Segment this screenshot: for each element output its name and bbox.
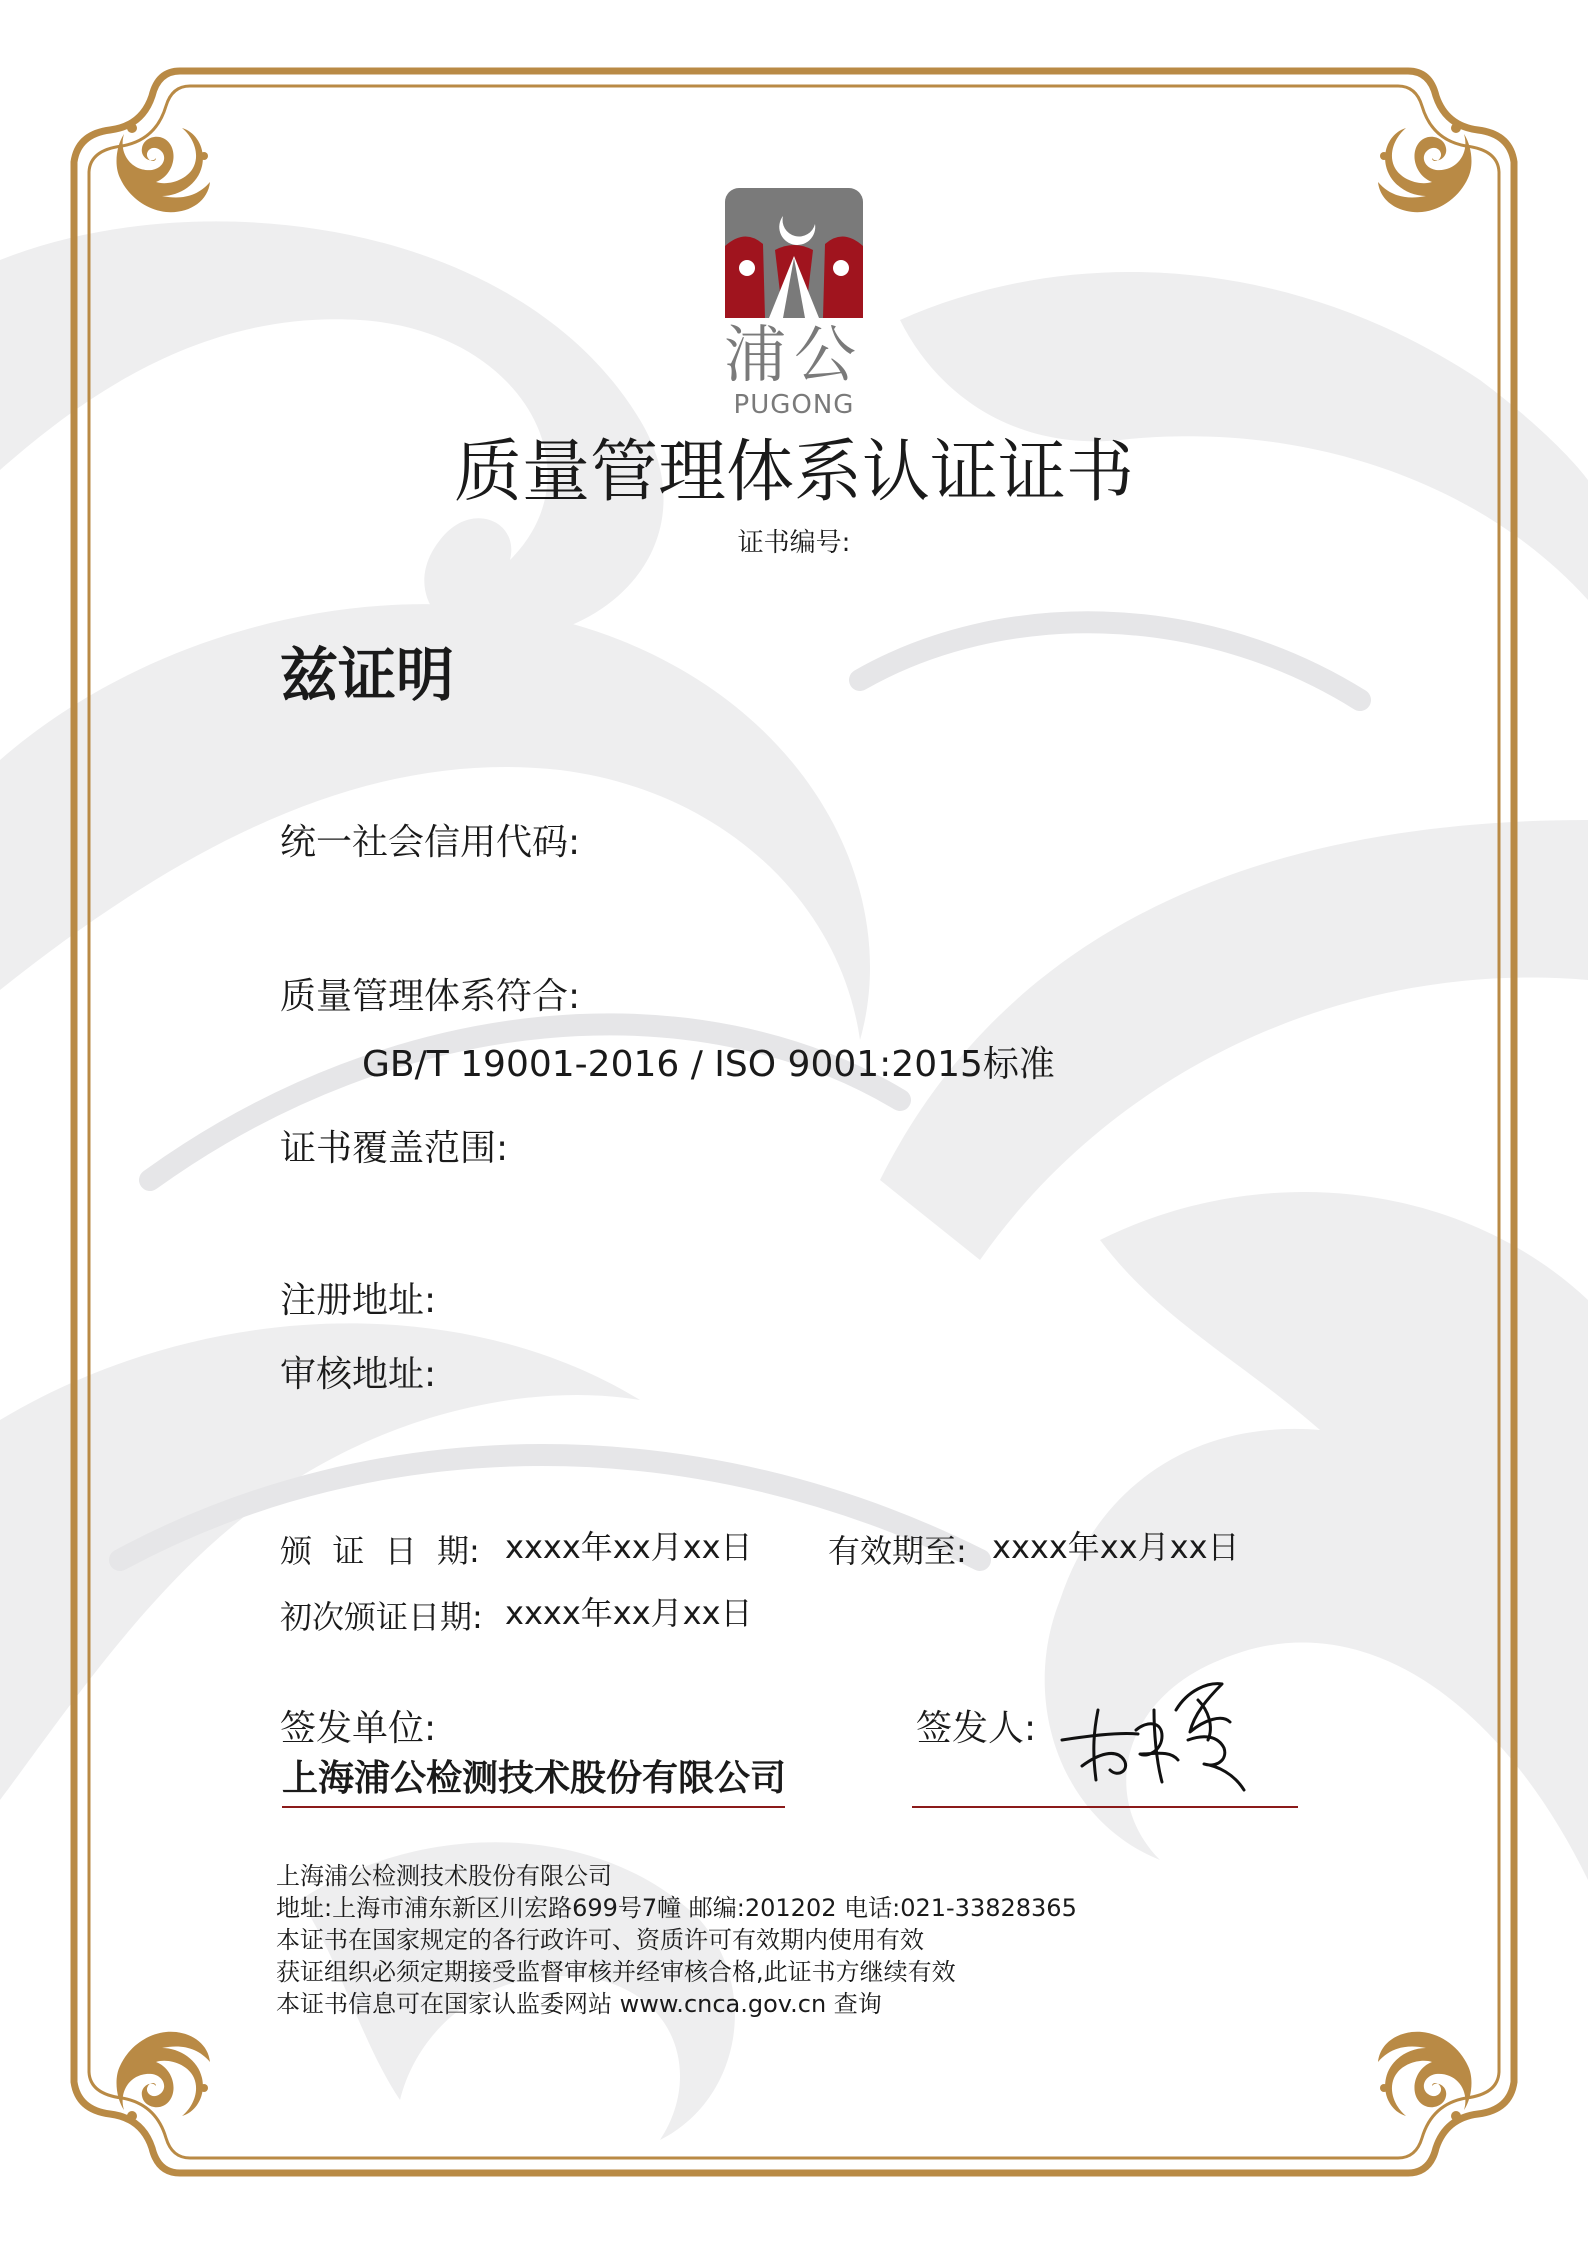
conforms-label: 质量管理体系符合: (280, 976, 581, 1017)
first-issue-date-value: xxxx年xx月xx日 (505, 1594, 753, 1632)
valid-until-label: 有效期至: (828, 1532, 967, 1570)
brand-name-cn: 浦公 (723, 318, 864, 391)
brand-name-en: PUGONG (733, 390, 855, 420)
valid-until-value: xxxx年xx月xx日 (992, 1528, 1240, 1566)
footer-line-website: 本证书信息可在国家认监委网站 www.cnca.gov.cn 查询 (276, 1990, 882, 2018)
first-issue-date-label: 初次颁证日期: (280, 1598, 483, 1636)
scope-label: 证书覆盖范围: (280, 1128, 509, 1169)
hereby-certify-heading: 兹证明 (280, 641, 455, 709)
credit-code-label: 统一社会信用代码: (280, 822, 581, 863)
pugong-logo-icon (725, 188, 863, 318)
certificate-number-label: 证书编号: (737, 528, 851, 558)
footer-line-address: 地址:上海市浦东新区川宏路699号7幢 邮编:201202 电话:021-33828365 (276, 1894, 1077, 1922)
certificate-title: 质量管理体系认证证书 (453, 433, 1134, 512)
signer-label: 签发人: (916, 1708, 1037, 1749)
signer-underline (912, 1806, 1298, 1808)
issuing-unit-label: 签发单位: (280, 1708, 437, 1749)
issuer-underline (282, 1806, 785, 1808)
handwritten-signature (1058, 1670, 1258, 1800)
audit-address-label: 审核地址: (280, 1354, 437, 1395)
issuing-unit-name: 上海浦公检测技术股份有限公司 (282, 1758, 787, 1799)
footer-line-validity: 本证书在国家规定的各行政许可、资质许可有效期内使用有效 (276, 1926, 924, 1954)
footer-line-company: 上海浦公检测技术股份有限公司 (276, 1862, 612, 1890)
registered-address-label: 注册地址: (280, 1280, 437, 1321)
standard-value: GB/T 19001-2016 / ISO 9001:2015标准 (362, 1044, 1055, 1085)
issue-date-label: 颁 证 日 期: (280, 1532, 480, 1570)
footer-line-surveillance: 获证组织必须定期接受监督审核并经审核合格,此证书方继续有效 (276, 1958, 956, 1986)
issue-date-value: xxxx年xx月xx日 (505, 1528, 753, 1566)
